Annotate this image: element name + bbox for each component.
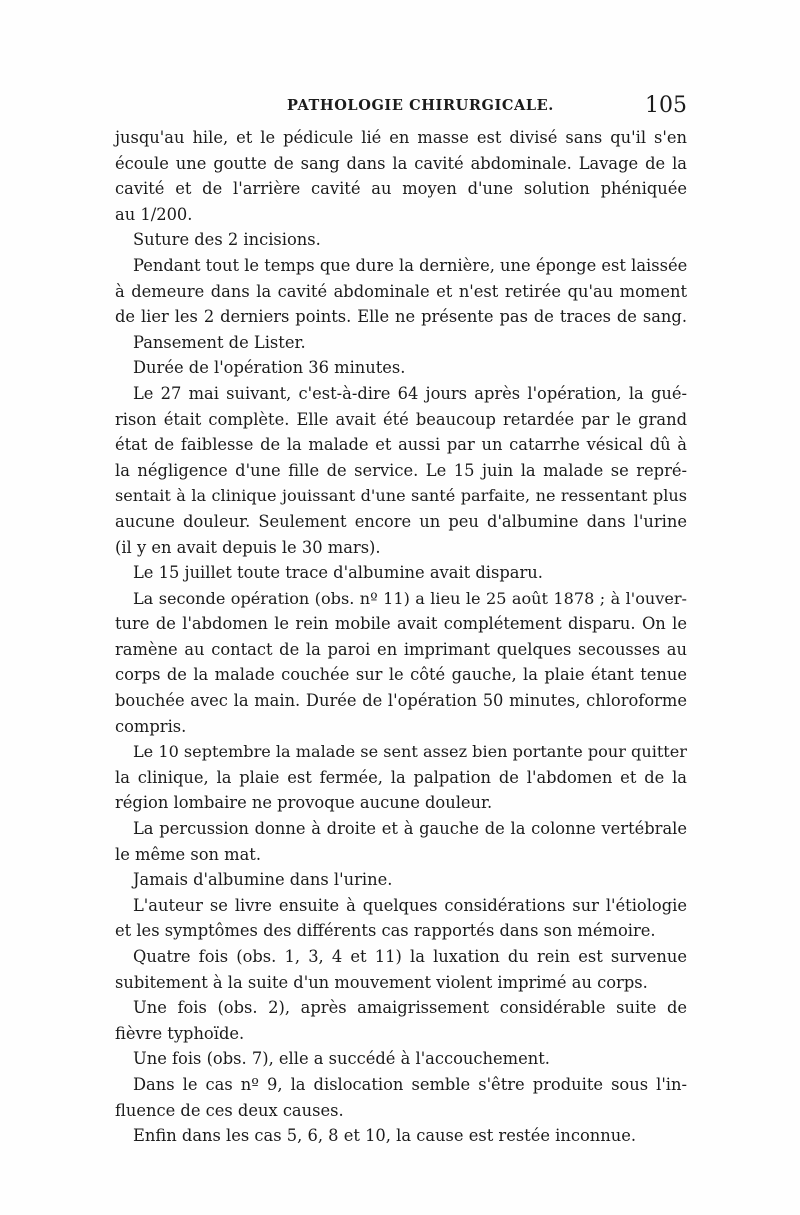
page-number: 105 <box>645 93 687 118</box>
text-line: fièvre typhoïde. <box>115 1023 245 1043</box>
text-line: écoule une goutte de sang dans la cavité abdominale. Lavage de la <box>115 153 687 173</box>
text-line: au 1/200. <box>115 204 193 224</box>
body-text <box>115 125 687 1149</box>
text-line: la négligence d'une fille de service. Le 15 juin la malade se repré- <box>115 460 687 480</box>
text-line: Durée de l'opération 36 minutes. <box>133 358 406 378</box>
text-line: état de faiblesse de la malade et aussi par un catarrhe vésical dû à <box>115 435 687 455</box>
text-line: L'auteur se livre ensuite à quelques considérations sur l'étiologie <box>133 895 687 915</box>
text-line: Suture des 2 incisions. <box>133 230 321 250</box>
text-line: et les symptômes des différents cas rapportés dans son mémoire. <box>115 921 656 941</box>
text-line: Jamais d'albumine dans l'urine. <box>133 870 393 890</box>
text-line: à demeure dans la cavité abdominale et n'est retirée qu'au moment <box>115 281 687 301</box>
text-line: sentait à la clinique jouissant d'une santé parfaite, ne ressentant plus <box>115 486 687 506</box>
text-line: compris. <box>115 716 187 736</box>
text-line: bouchée avec la main. Durée de l'opération 50 minutes, chloroforme <box>115 691 687 711</box>
text-line: cavité et de l'arrière cavité au moyen d'une solution phéniquée <box>115 179 687 199</box>
text-line: aucune douleur. Seulement encore un peu d'albumine dans l'urine <box>115 511 687 531</box>
text-line: Le 15 juillet toute trace d'albumine avait disparu. <box>133 563 543 583</box>
running-title: PATHOLOGIE CHIRURGICALE. <box>287 97 554 114</box>
text-line: Le 27 mai suivant, c'est-à-dire 64 jours après l'opération, la gué- <box>133 383 687 403</box>
text-line: corps de la malade couchée sur le côté gauche, la plaie étant tenue <box>115 665 687 685</box>
text-line: Pendant tout le temps que dure la dernière, une éponge est laissée <box>133 255 688 275</box>
text-line: de lier les 2 derniers points. Elle ne présente pas de traces de sang. <box>115 307 687 327</box>
text-line: Une fois (obs. 2), après amaigrissement considérable suite de <box>133 998 687 1018</box>
text-line: (il y en avait depuis le 30 mars). <box>115 537 381 557</box>
text-line: région lombaire ne provoque aucune douleur. <box>115 793 493 813</box>
text-line: la clinique, la plaie est fermée, la palpation de l'abdomen et de la <box>115 767 687 787</box>
text-line: Quatre fois (obs. 1, 3, 4 et 11) la luxation du rein est survenue <box>133 947 687 966</box>
text-line: Une fois (obs. 7), elle a succédé à l'accouchement. <box>133 1049 550 1069</box>
text-line: ture de l'abdomen le rein mobile avait complétement disparu. On le <box>115 614 687 634</box>
text-line: La seconde opération (obs. nº 11) a lieu le 25 août 1878 ; à l'ouver- <box>133 588 687 608</box>
text-line: subitement à la suite d'un mouvement violent imprimé au corps. <box>115 972 648 992</box>
text-line: La percussion donne à droite et à gauche de la colonne vertébrale <box>133 819 687 839</box>
text-line: fluence de ces deux causes. <box>115 1100 344 1120</box>
page-header <box>115 93 687 123</box>
text-line: rison était complète. Elle avait été beaucoup retardée par le grand <box>115 409 687 429</box>
text-line: le même son mat. <box>115 844 262 864</box>
text-line: ramène au contact de la paroi en imprimant quelques secousses au <box>115 639 687 659</box>
text-line: Enfin dans les cas 5, 6, 8 et 10, la cause est restée inconnue. <box>133 1126 637 1146</box>
text-line: Le 10 septembre la malade se sent assez bien portante pour quitter <box>133 742 687 762</box>
text-line: Dans le cas nº 9, la dislocation semble s'être produite sous l'in- <box>133 1074 687 1094</box>
text-line: jusqu'au hile, et le pédicule lié en masse est divisé sans qu'il s'en <box>115 128 687 147</box>
text-line: Pansement de Lister. <box>133 332 306 352</box>
